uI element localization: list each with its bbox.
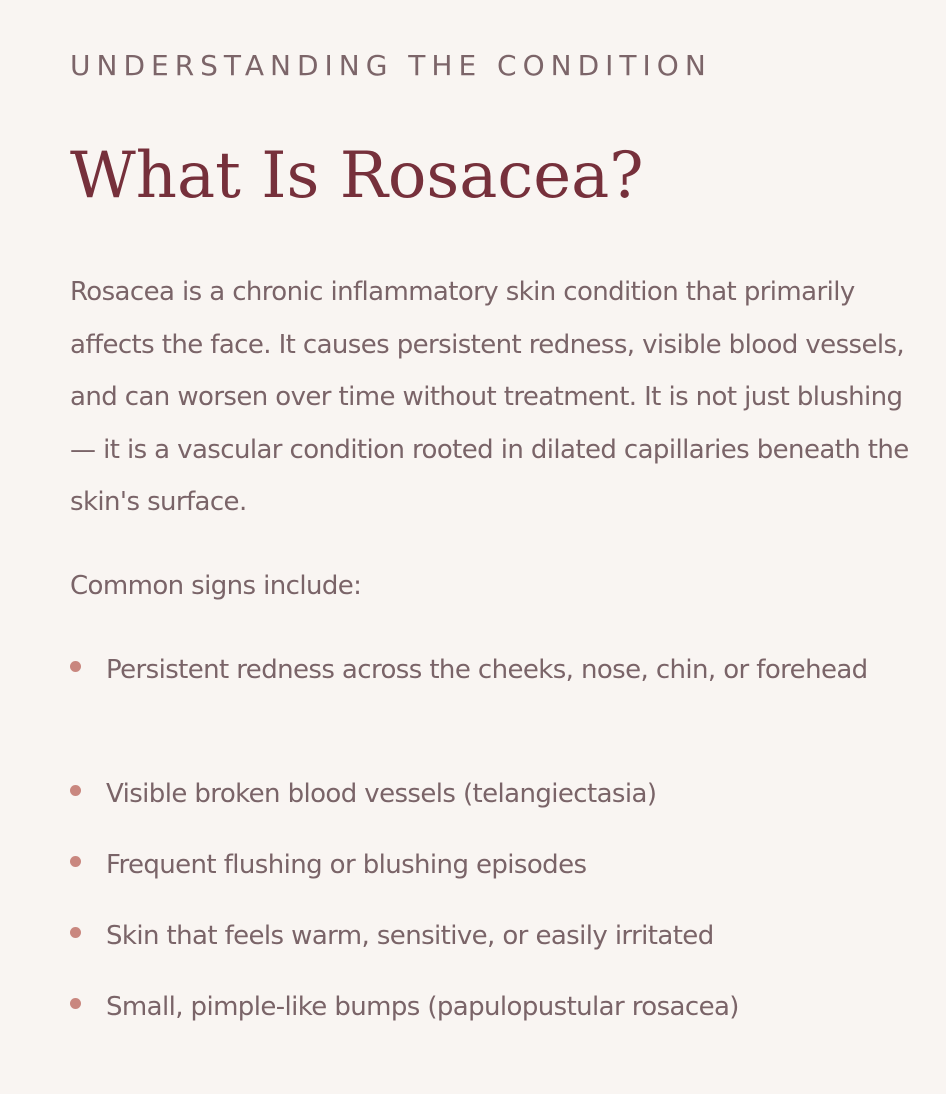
- list-item-text: Small, pimple-like bumps (papulopustular rosacea): [106, 992, 739, 1022]
- signs-lead-text: Common signs include:: [70, 571, 362, 601]
- bullet-dot-icon: [70, 661, 81, 672]
- list-item-text: Visible broken blood vessels (telangiectasia): [106, 779, 657, 809]
- bullet-dot-icon: [70, 927, 81, 938]
- page-title: What Is Rosacea?: [70, 139, 644, 213]
- bullet-dot-icon: [70, 785, 81, 796]
- section-eyebrow: UNDERSTANDING THE CONDITION: [70, 49, 712, 82]
- list-item-text: Persistent redness across the cheeks, nose, chin, or forehead: [106, 655, 868, 685]
- list-item-text: Frequent flushing or blushing episodes: [106, 850, 587, 880]
- intro-paragraph: Rosacea is a chronic inflammatory skin condition that primarily affects the face. It causes persistent redness, visible blood vessels, and can worsen over time without treatment. It is not just blushing — it is a vascular condition rooted in dilated capillaries beneath the skin's surface.: [70, 277, 909, 517]
- list-item: [70, 839, 870, 892]
- list-item: [70, 981, 870, 1034]
- bullet-dot-icon: [70, 998, 81, 1009]
- list-item: [70, 644, 870, 697]
- bullet-dot-icon: [70, 856, 81, 867]
- list-item: [70, 768, 870, 821]
- list-item-text: Skin that feels warm, sensitive, or easily irritated: [106, 921, 714, 951]
- list-item: [70, 910, 870, 963]
